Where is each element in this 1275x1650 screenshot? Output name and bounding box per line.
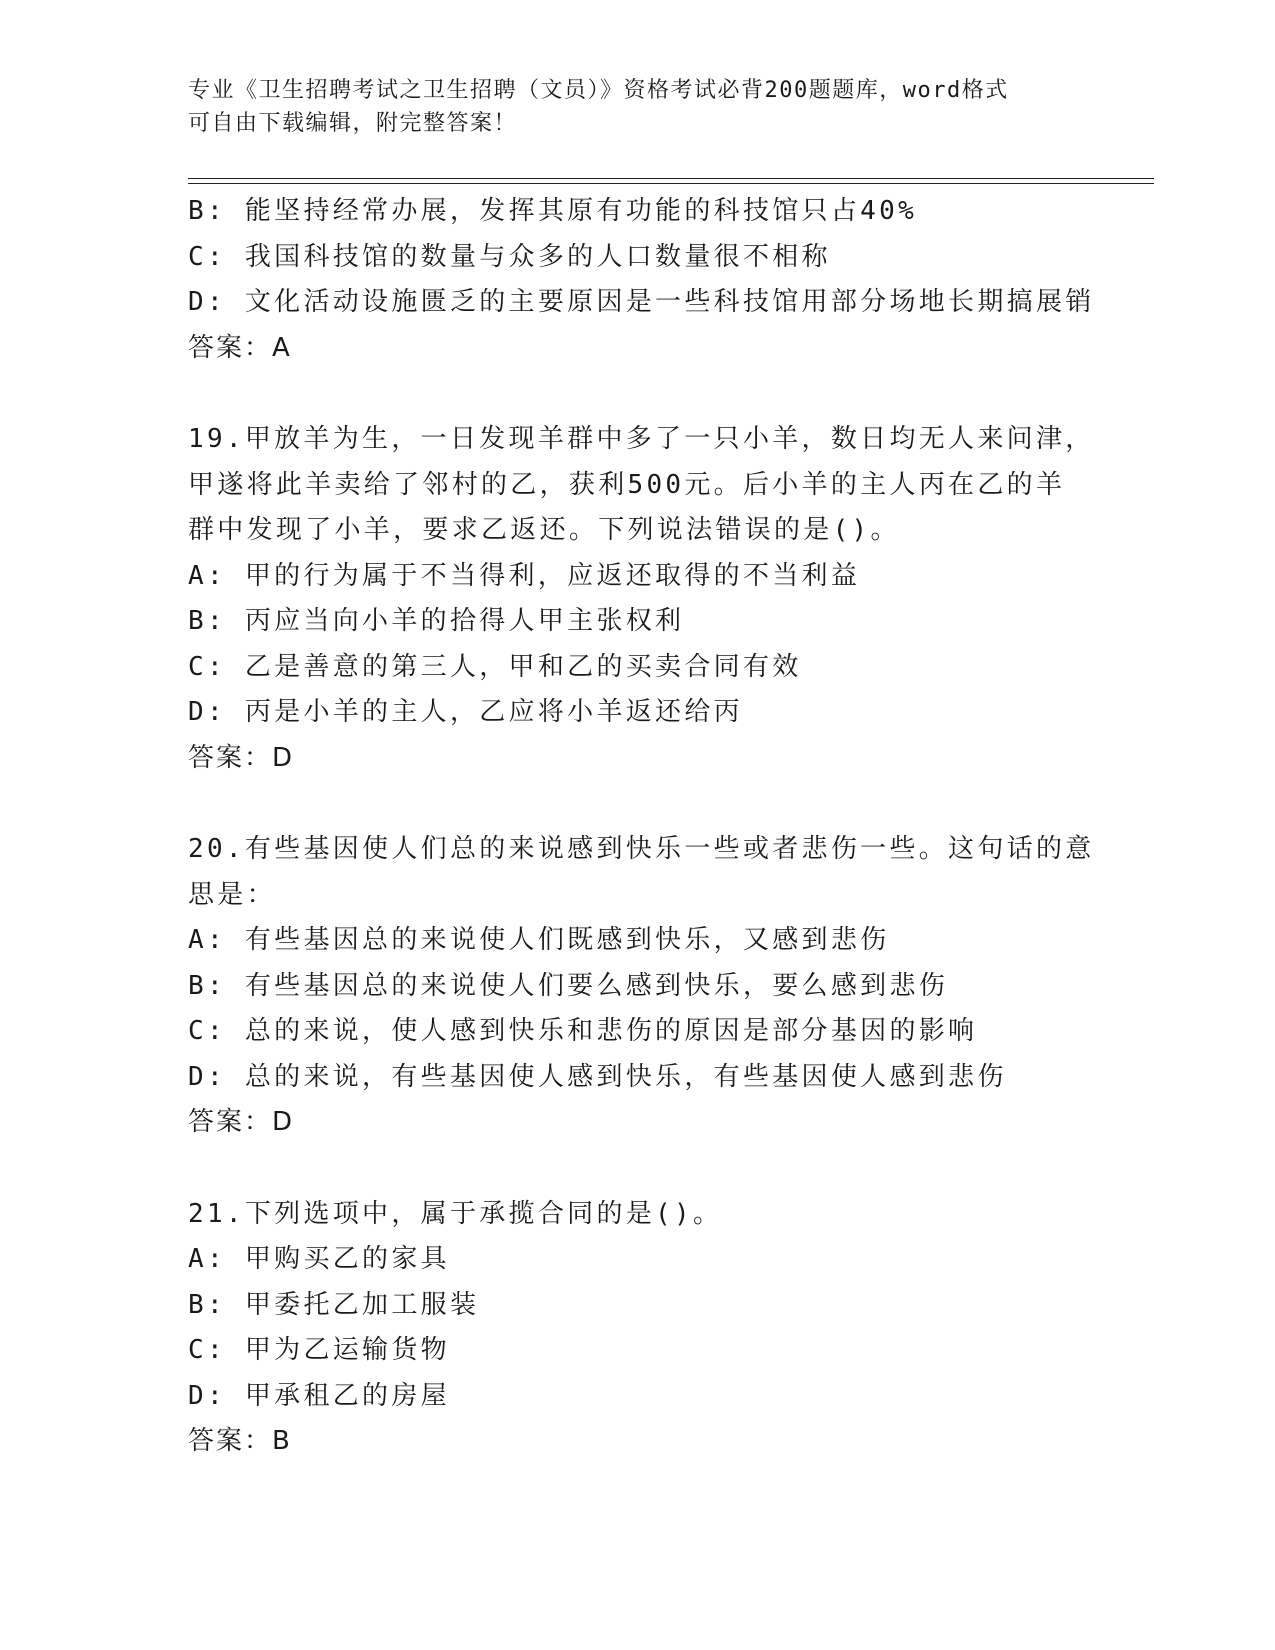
option-d: D: 总的来说，有些基因使人感到快乐，有些基因使人感到悲伤 bbox=[188, 1061, 1007, 1092]
question-block-previous bbox=[188, 189, 1128, 371]
header-title-line-1: 专业《卫生招聘考试之卫生招聘（文员）》资格考试必背200题题库，word格式 bbox=[188, 78, 1009, 103]
option-d: D: 丙是小羊的主人，乙应将小羊返还给丙 bbox=[188, 697, 743, 727]
question-block-19 bbox=[188, 417, 1128, 781]
option-a: A: 有些基因总的来说使人们既感到快乐，又感到悲伤 bbox=[188, 925, 890, 955]
question-stem-line: 19.甲放羊为生，一日发现羊群中多了一只小羊，数日均无人来问津， bbox=[188, 424, 1095, 454]
spacer bbox=[188, 1146, 1128, 1192]
header-divider-top bbox=[188, 178, 1154, 179]
question-content bbox=[188, 189, 1128, 1465]
spacer bbox=[188, 371, 1128, 417]
answer-line: 答案：A bbox=[188, 332, 292, 363]
question-stem-line: 21.下列选项中，属于承揽合同的是()。 bbox=[188, 1198, 723, 1229]
answer-line: 答案：D bbox=[188, 1107, 295, 1137]
option-a: A: 甲购买乙的家具 bbox=[188, 1244, 450, 1274]
option-b: B: 甲委托乙加工服装 bbox=[188, 1289, 480, 1320]
question-stem-line: 群中发现了小羊，要求乙返还。下列说法错误的是()。 bbox=[188, 515, 900, 545]
option-c: C: 乙是善意的第三人，甲和乙的买卖合同有效 bbox=[188, 651, 802, 682]
option-c: C: 甲为乙运输货物 bbox=[188, 1335, 450, 1365]
option-d: D: 文化活动设施匮乏的主要原因是一些科技馆用部分场地长期搞展销 bbox=[188, 287, 1095, 317]
option-d: D: 甲承租乙的房屋 bbox=[188, 1380, 450, 1411]
question-block-21 bbox=[188, 1192, 1128, 1465]
question-stem-line: 甲遂将此羊卖给了邻村的乙，获利500元。后小羊的主人丙在乙的羊 bbox=[188, 469, 1066, 500]
question-stem-line: 20.有些基因使人们总的来说感到快乐一些或者悲伤一些。这句话的意 bbox=[188, 834, 1095, 864]
option-b: B: 有些基因总的来说使人们要么感到快乐，要么感到悲伤 bbox=[188, 970, 949, 1001]
option-a: A: 甲的行为属于不当得利，应返还取得的不当利益 bbox=[188, 560, 861, 591]
option-b: B: 能坚持经常办展，发挥其原有功能的科技馆只占40% bbox=[188, 196, 918, 226]
answer-line: 答案：D bbox=[188, 742, 295, 773]
option-c: C: 总的来说，使人感到快乐和悲伤的原因是部分基因的影响 bbox=[188, 1016, 978, 1046]
spacer bbox=[188, 781, 1128, 827]
page-header bbox=[188, 74, 1078, 140]
option-c: C: 我国科技馆的数量与众多的人口数量很不相称 bbox=[188, 241, 831, 272]
header-divider-bottom bbox=[188, 183, 1154, 184]
question-stem-line: 思是： bbox=[188, 879, 276, 910]
question-block-20 bbox=[188, 827, 1128, 1146]
option-b: B: 丙应当向小羊的拾得人甲主张权利 bbox=[188, 606, 685, 636]
answer-line: 答案：B bbox=[188, 1426, 292, 1456]
header-title-line-2: 可自由下载编辑，附完整答案！ bbox=[188, 111, 518, 136]
